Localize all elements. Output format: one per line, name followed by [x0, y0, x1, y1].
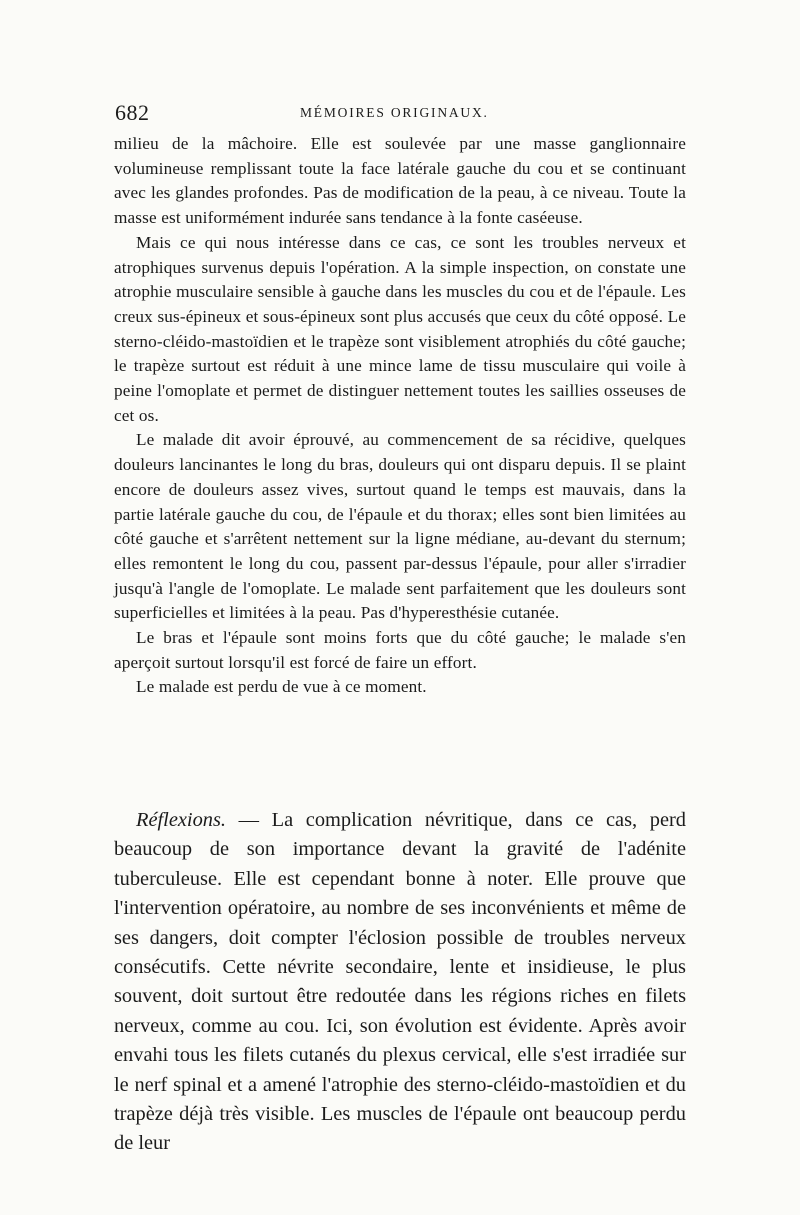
paragraph-1: milieu de la mâchoire. Elle est soulevée par une masse ganglionnaire volumineuse remplissant toute la face latérale gauche du cou et se continuant avec les glandes profondes. Pas de modification de la peau, à ce niveau. Toute la masse est uniformément indurée sans tendance à la fonte caséeuse.: [114, 134, 686, 228]
running-title: MÉMOIRES ORIGINAUX.: [300, 105, 489, 120]
paragraph-2: Mais ce qui nous intéresse dans ce cas, ce sont les troubles nerveux et atrophiques survenus depuis l'opération. A la simple inspection, on constate une atrophie musculaire sensible à gauche dans les muscles du cou et de l'épaule. Les creux sus-épineux et sous-épineux sont plus accusés que ceux du côté opposé. Le sterno-cléido-mastoïdien et le trapèze sont visiblement atrophiés du côté gauche; le trapèze surtout est réduit à une mince lame de tissu musculaire qui voile à peine l'omoplate et permet de distinguer nettement toutes les saillies osseuses de cet os.: [114, 232, 686, 425]
case-report-text: [114, 132, 686, 700]
paragraph-3: Le malade dit avoir éprouvé, au commencement de sa récidive, quelques douleurs lancinantes le long du bras, douleurs qui ont disparu depuis. Il se plaint encore de douleurs assez vives, surtout quand le temps est mauvais, dans la partie latérale gauche du cou, de l'épaule et du thorax; elles sont bien limitées au côté gauche et s'arrêtent nettement sur la ligne médiane, au-devant du sternum; elles remontent le long du cou, passent par-dessus l'épaule, pour aller s'irradier jusqu'à l'angle de l'omoplate. Le malade sent parfaitement que les douleurs sont superficielles et limitées à la peau. Pas d'hyperesthésie cutanée.: [114, 430, 686, 623]
paragraph-4: Le bras et l'épaule sont moins forts que du côté gauche; le malade s'en aperçoit surtout lorsqu'il est forcé de faire un effort.: [114, 628, 686, 672]
running-head: [115, 100, 695, 126]
reflexions-section: [114, 806, 686, 1159]
paragraph-5: Le malade est perdu de vue à ce moment.: [136, 677, 427, 697]
reflexions-text: — La complication névritique, dans ce cas, perd beaucoup de son importance devant la gravité de l'adénite tuberculeuse. Elle est cependant bonne à noter. Elle prouve que l'intervention opératoire, au nombre de ses inconvénients et même de ses dangers, doit compter l'éclosion possible de troubles nerveux consécutifs. Cette névrite secondaire, lente et insidieuse, le plus souvent, doit surtout être redoutée dans les régions riches en filets nerveux, comme au cou. Ici, son évolution est évidente. Après avoir envahi tous les filets cutanés du plexus cervical, elle s'est irradiée sur le nerf spinal et a amené l'atrophie des sterno-cléido-mastoïdien et du trapèze déjà très visible. Les muscles de l'épaule ont beaucoup perdu de leur: [114, 809, 686, 1155]
page-number: 682: [115, 100, 150, 125]
reflexions-lead: Réflexions.: [136, 809, 227, 831]
reflexions-paragraph: [114, 806, 686, 1159]
